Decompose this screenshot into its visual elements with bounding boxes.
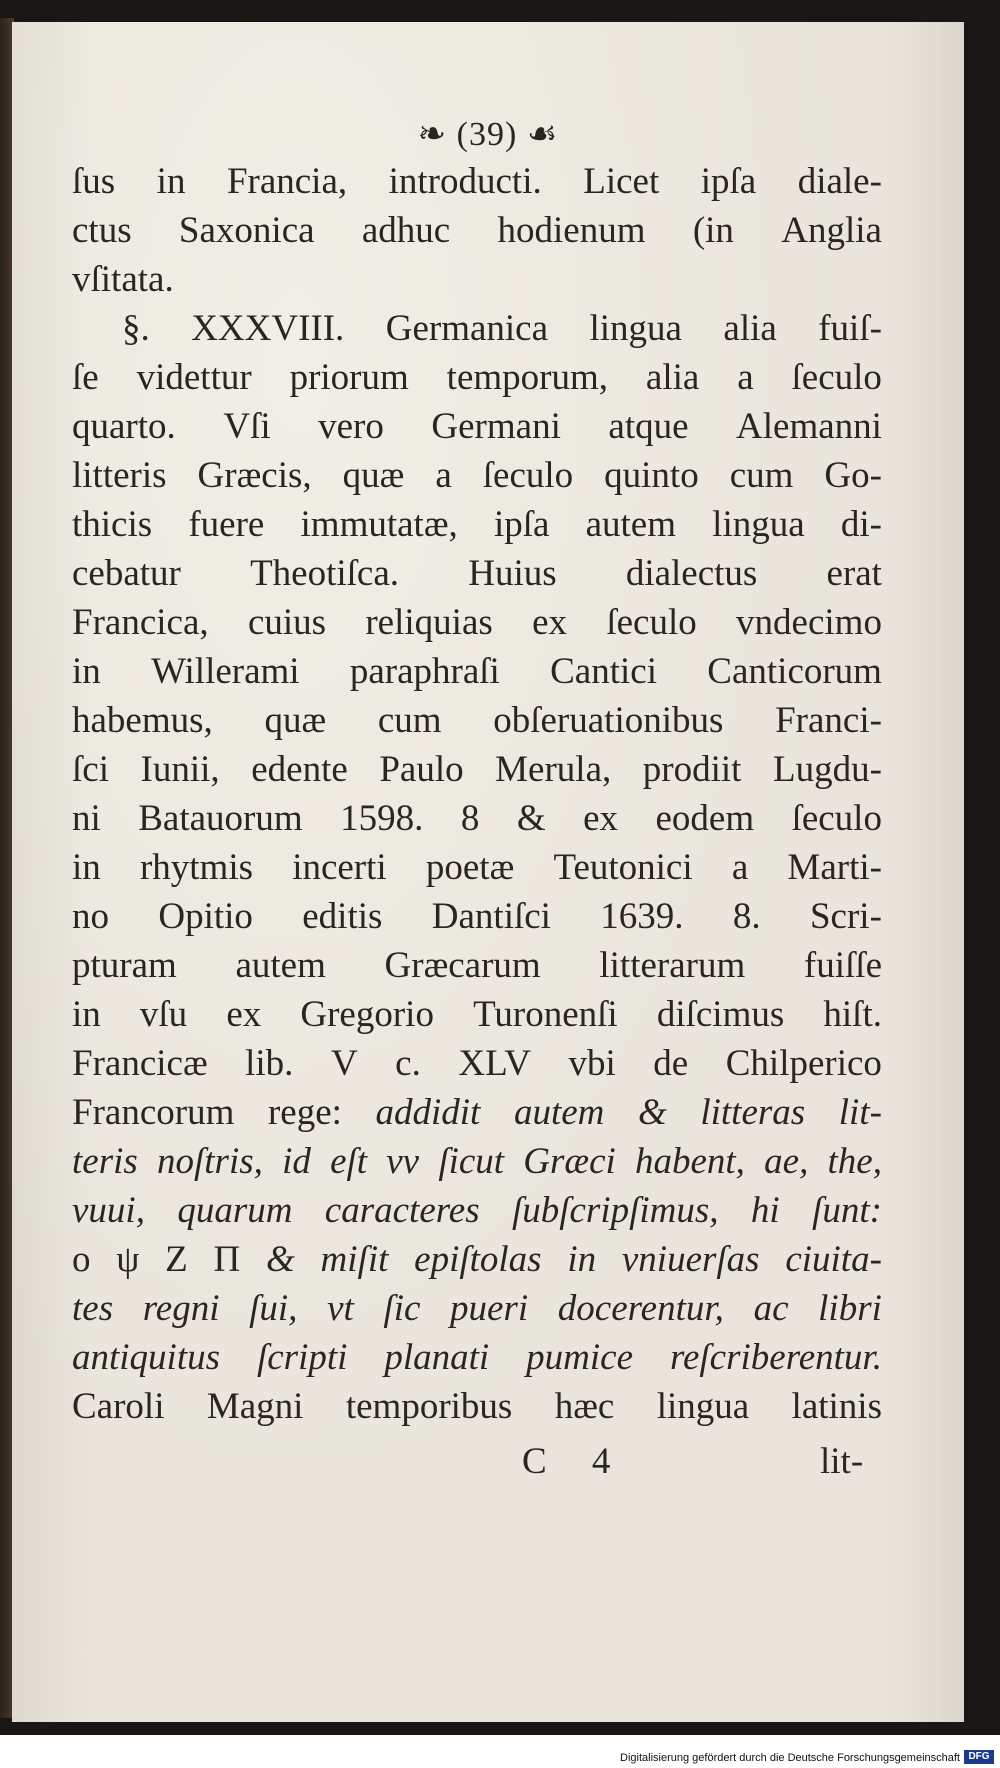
word: Græcarum — [384, 945, 541, 986]
word: Magni — [206, 1386, 304, 1427]
word: vndecimo — [736, 602, 882, 643]
word: eodem — [655, 798, 755, 839]
word: lingua — [656, 1386, 750, 1427]
word: prodiit — [642, 749, 742, 790]
word: ipſa — [700, 161, 757, 202]
word: XLV — [458, 1043, 532, 1084]
word: Opitio — [158, 896, 253, 937]
word: noſtris, — [156, 1141, 263, 1182]
word: pumice — [526, 1337, 633, 1378]
word: thicis — [72, 504, 153, 545]
word: ſeculo — [606, 602, 697, 643]
catchword: lit- — [820, 1441, 864, 1482]
word: in — [72, 847, 101, 888]
word: V — [330, 1043, 358, 1084]
word: lib. — [245, 1043, 294, 1084]
word: fuere — [188, 504, 265, 545]
dfg-logo: DFG — [964, 1750, 994, 1764]
word: & — [516, 798, 546, 839]
word: Paulo — [379, 749, 464, 790]
word: Franci- — [775, 700, 882, 741]
word: incerti — [292, 847, 387, 888]
word: autem — [513, 1092, 605, 1133]
word: a — [737, 357, 754, 398]
word: Iunii, — [140, 749, 220, 790]
word: quarto. — [72, 406, 176, 447]
word: Willerami — [151, 651, 300, 692]
word: Go- — [824, 455, 882, 496]
word: lingua — [589, 308, 682, 349]
word: Græcis, — [197, 455, 312, 496]
book-page — [12, 22, 964, 1722]
word: ex — [532, 602, 568, 643]
word: Caroli — [72, 1386, 165, 1427]
word: ſeculo — [791, 798, 882, 839]
word: Saxonica — [178, 210, 315, 251]
text-line — [72, 598, 882, 647]
word: in — [72, 994, 101, 1035]
text-line — [72, 843, 882, 892]
word: fuiſſe — [803, 945, 882, 986]
word: Huius — [468, 553, 557, 594]
word: Theotiſca. — [250, 553, 400, 594]
word: Vſi — [223, 406, 271, 447]
word: ſci — [72, 749, 109, 790]
word: vt — [327, 1288, 354, 1329]
word: ipſa — [493, 504, 550, 545]
word: vuui, — [72, 1190, 145, 1231]
signature-mark: C 4 — [522, 1441, 629, 1482]
text-line — [72, 255, 882, 304]
ornament-right: ☙ — [526, 116, 559, 153]
word: paraphraſi — [349, 651, 500, 692]
word: libri — [818, 1288, 882, 1329]
text-line — [72, 990, 882, 1039]
word: Lugdu- — [773, 749, 882, 790]
word: cum — [729, 455, 794, 496]
word: fuiſ- — [818, 308, 882, 349]
text-line — [72, 1186, 882, 1235]
word: vſitata. — [72, 259, 174, 300]
word: epiſtolas — [414, 1239, 542, 1280]
word: Germanica — [385, 308, 549, 349]
word: de — [653, 1043, 689, 1084]
word: ni — [72, 798, 101, 839]
word: videttur — [136, 357, 252, 398]
word: caracteres — [324, 1190, 480, 1231]
word: 8. — [732, 896, 761, 937]
text-line — [72, 745, 882, 794]
text-line — [72, 1137, 882, 1186]
running-head — [12, 114, 964, 154]
word: quarum — [177, 1190, 293, 1231]
word: temporum, — [446, 357, 609, 398]
word: addidit — [375, 1092, 481, 1133]
word: vero — [318, 406, 384, 447]
word: habemus, — [72, 700, 213, 741]
word: alia — [723, 308, 777, 349]
text-line — [72, 549, 882, 598]
word: introducti. — [388, 161, 542, 202]
word: habent, — [634, 1141, 745, 1182]
word: ſe — [72, 357, 99, 398]
word: hæc — [554, 1386, 615, 1427]
word: vbi — [568, 1043, 616, 1084]
word: ſunt: — [812, 1190, 882, 1231]
word: reliquias — [365, 602, 493, 643]
word: XXXVIII. — [191, 308, 345, 349]
word: diſcimus — [656, 994, 785, 1035]
word: ſeculo — [482, 455, 574, 496]
word: ex — [583, 798, 618, 839]
text-line — [72, 1039, 882, 1088]
word: ctus — [72, 210, 132, 251]
word: immutatæ, — [300, 504, 458, 545]
word: no — [72, 896, 109, 937]
word: 1639. — [600, 896, 684, 937]
word: alia — [645, 357, 700, 398]
word: rhytmis — [139, 847, 254, 888]
word: antiquitus — [72, 1337, 221, 1378]
word: ψ — [116, 1239, 140, 1280]
word: quæ — [264, 700, 327, 741]
word: Francorum — [72, 1092, 235, 1133]
word: latinis — [791, 1386, 882, 1427]
word: & — [637, 1092, 667, 1133]
word: Cantici — [550, 651, 657, 692]
word: Francia, — [226, 161, 348, 202]
word: the, — [827, 1141, 882, 1182]
word: reſcriberentur. — [669, 1337, 882, 1378]
word: obſeruationibus — [493, 700, 724, 741]
word: c. — [395, 1043, 421, 1084]
word: priorum — [289, 357, 409, 398]
text-line — [72, 402, 882, 451]
word: 8 — [460, 798, 480, 839]
word: Græci — [523, 1141, 616, 1182]
word: lit- — [838, 1092, 882, 1133]
word: ο — [72, 1239, 91, 1280]
word: planati — [384, 1337, 490, 1378]
word: tes — [72, 1288, 114, 1329]
word: autem — [585, 504, 676, 545]
word: edente — [251, 749, 348, 790]
word: vniuerſas — [621, 1239, 760, 1280]
word: ſeculo — [791, 357, 882, 398]
word: temporibus — [345, 1386, 513, 1427]
ornament-left: ❧ — [417, 116, 448, 153]
word: Francica, — [72, 602, 209, 643]
text-line — [72, 500, 882, 549]
word: regni — [142, 1288, 220, 1329]
word: ciuita- — [785, 1239, 882, 1280]
text-line — [72, 157, 882, 206]
word: Merula, — [495, 749, 612, 790]
word: ſicut — [438, 1141, 505, 1182]
word: Licet — [583, 161, 660, 202]
word: diale- — [797, 161, 882, 202]
word: Batauorum — [138, 798, 303, 839]
word: erat — [826, 553, 882, 594]
word: docerentur, — [557, 1288, 724, 1329]
word: hiſt. — [823, 994, 882, 1035]
word: Turonenſi — [473, 994, 618, 1035]
text-line — [72, 1333, 882, 1382]
body-text — [72, 157, 882, 1431]
word: hodienum — [497, 210, 646, 251]
text-line — [72, 794, 882, 843]
word: litteris — [72, 455, 167, 496]
word: quinto — [604, 455, 699, 496]
word: Teutonici — [553, 847, 693, 888]
word: cum — [377, 700, 442, 741]
text-line — [72, 1382, 882, 1431]
word: vv — [386, 1141, 420, 1182]
word: cebatur — [72, 553, 181, 594]
text-line — [72, 1088, 882, 1137]
text-line — [72, 941, 882, 990]
word: eſt — [330, 1141, 368, 1182]
text-line — [72, 647, 882, 696]
word: Ζ — [165, 1239, 188, 1280]
word: Canticorum — [707, 651, 882, 692]
text-line — [72, 892, 882, 941]
text-line — [72, 1235, 882, 1284]
word: Alemanni — [736, 406, 882, 447]
word: ac — [753, 1288, 789, 1329]
word: miſit — [320, 1239, 389, 1280]
word: §. — [122, 308, 150, 349]
word: dialectus — [625, 553, 758, 594]
word: ſubſcripſimus, — [511, 1190, 719, 1231]
word: Dantiſci — [431, 896, 551, 937]
text-line — [72, 451, 882, 500]
word: rege: — [267, 1092, 342, 1133]
word: in — [156, 161, 186, 202]
word: a — [731, 847, 749, 888]
footer-credit: Digitalisierung gefördert durch die Deutsche Forschungsgemeinschaft — [620, 1752, 960, 1764]
word: ſcripti — [256, 1337, 348, 1378]
word: Π — [213, 1239, 241, 1280]
word: Anglia — [781, 210, 882, 251]
text-line — [72, 353, 882, 402]
word: ſic — [383, 1288, 421, 1329]
word: id — [282, 1141, 311, 1182]
word: ſus — [72, 161, 116, 202]
word: litteras — [700, 1092, 806, 1133]
word: atque — [608, 406, 689, 447]
word: Gregorio — [300, 994, 434, 1035]
word: editis — [302, 896, 383, 937]
word: hi — [750, 1190, 780, 1231]
word: pueri — [450, 1288, 529, 1329]
word: adhuc — [361, 210, 451, 251]
word: teris — [72, 1141, 138, 1182]
word: pturam — [72, 945, 177, 986]
text-line — [72, 206, 882, 255]
word: & — [266, 1239, 295, 1280]
word: vſu — [139, 994, 188, 1035]
text-line — [72, 304, 882, 353]
word: ſui, — [249, 1288, 298, 1329]
word: Francicæ — [72, 1043, 208, 1084]
word: Marti- — [787, 847, 882, 888]
word: quæ — [342, 455, 405, 496]
word: in — [567, 1239, 597, 1280]
word: ae, — [764, 1141, 809, 1182]
word: di- — [840, 504, 882, 545]
word: autem — [235, 945, 326, 986]
word: lingua — [712, 504, 805, 545]
word: Chilperico — [725, 1043, 882, 1084]
word: litterarum — [599, 945, 746, 986]
word: poetæ — [425, 847, 515, 888]
word: 1598. — [340, 798, 424, 839]
word: a — [435, 455, 452, 496]
word: Germani — [431, 406, 561, 447]
word: in — [72, 651, 101, 692]
text-line — [72, 696, 882, 745]
word: Scri- — [809, 896, 882, 937]
word: ex — [226, 994, 262, 1035]
page-number: (39) — [456, 116, 518, 153]
word: (in — [692, 210, 734, 251]
word: cuius — [247, 602, 327, 643]
text-line — [72, 1284, 882, 1333]
